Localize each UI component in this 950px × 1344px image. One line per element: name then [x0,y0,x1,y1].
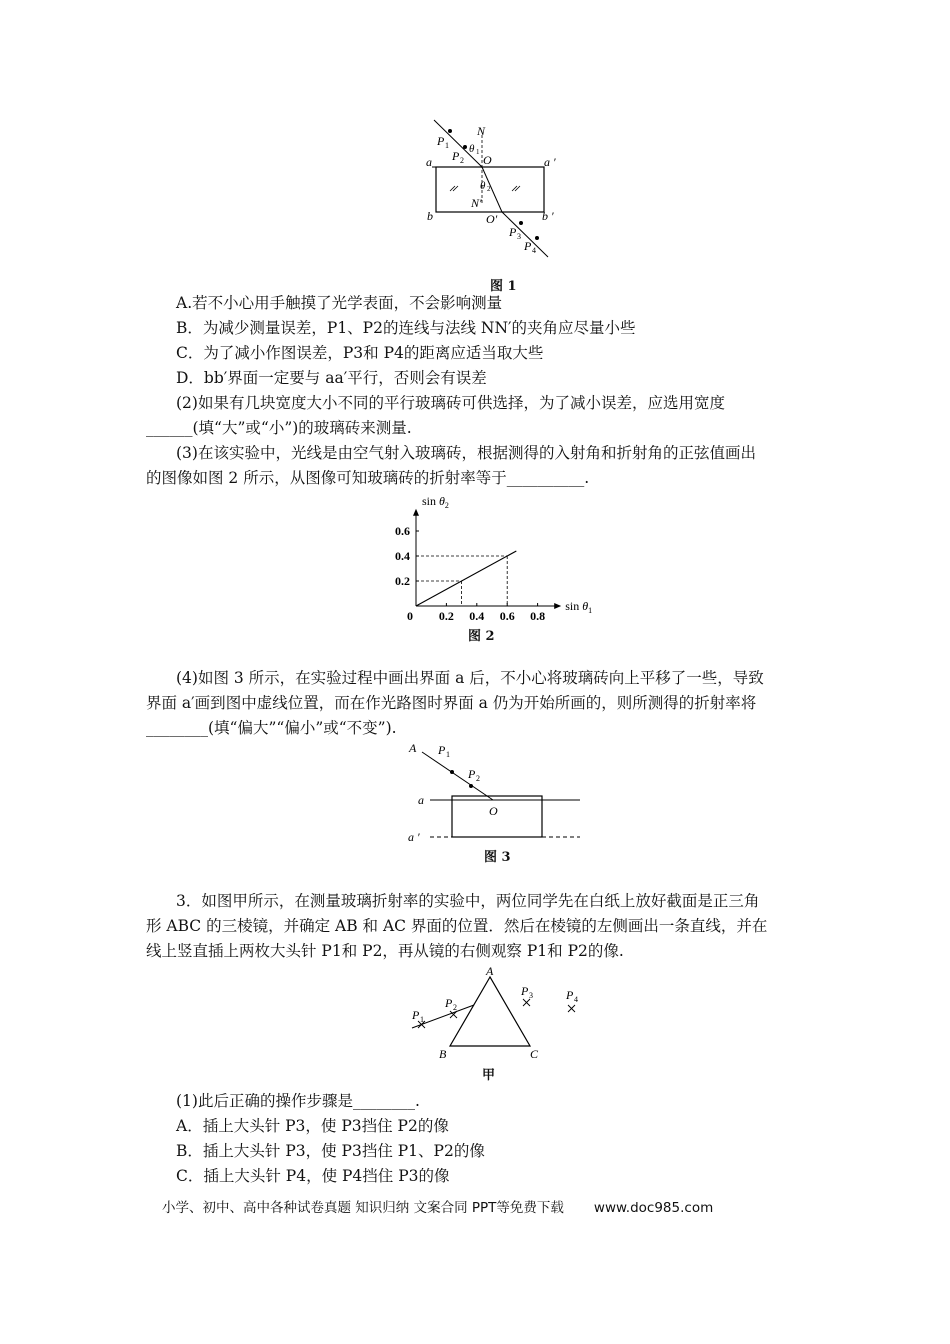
svg-text:C: C [530,1047,539,1061]
footer-url[interactable]: www.doc985.com [593,1200,714,1216]
svg-text:1: 1 [476,148,480,156]
svg-text:N′: N′ [471,196,482,210]
y-axis-arrow [413,509,419,516]
p3-line1: 3．如图甲所示，在测量玻璃折射率的实验中，两位同学先在白纸上放好截面是正三角 [176,892,760,910]
p3-line2: 形 ABC 的三棱镜，并确定 AB 和 AC 界面的位置．然后在棱镜的左侧画出一条直线，并在 [146,917,768,935]
svg-text:O: O [489,804,498,818]
svg-text:P: P [468,767,476,781]
q4-line1: (4)如图 3 所示，在实验过程中画出界面 a 后，不小心将玻璃砖向上平移了一些，导致 [176,669,764,687]
p3-q1-option-b: B．插上大头针 P3，使 P3挡住 P1、P2的像 [176,1142,485,1160]
svg-text:P: P [412,1008,420,1022]
p3-q1-stem: (1)此后正确的操作步骤是________. [176,1092,420,1110]
y-tick-label: 0.6 [395,524,410,538]
svg-text:2: 2 [453,1003,457,1012]
x-tick-label: 0.4 [469,609,485,623]
series-line [416,551,516,606]
q3-line1: (3)在该实验中，光线是由空气射入玻璃砖，根据测得的入射角和折射角的正弦值画出 [176,444,756,462]
x-tick-label: 0.2 [438,609,454,623]
q4-line3: ________(填“偏大”“偏小”或“不变”). [146,719,397,737]
q4-line2: 界面 a′画到图中虚线位置，而在作光路图时界面 a 仍为开始所画的，则所测得的折射率将 [146,694,757,712]
svg-text:A: A [486,965,494,978]
svg-text:P: P [445,996,453,1010]
x-axis-label: $\sin \theta_1$ [565,599,593,615]
figure-1 [420,115,570,275]
q2-line1: (2)如果有几块宽度大小不同的平行玻璃砖可供选择，为了减小误差，应选用宽度 [176,394,725,412]
svg-text:P: P [452,149,460,163]
svg-text:b: b [427,209,433,223]
svg-text:A: A [409,741,417,755]
svg-text:1: 1 [446,750,450,759]
svg-text:3: 3 [529,991,533,1000]
figure-jia [400,965,590,1065]
svg-text:4: 4 [532,246,536,255]
svg-text:O: O [483,153,492,167]
svg-text:P: P [521,984,529,998]
svg-text:N: N [477,124,486,138]
q2-line2: ______(填“大”或“小”)的玻璃砖来测量. [146,419,412,437]
figure-3-caption: 图 3 [484,850,511,865]
svg-text:O′: O′ [486,212,498,226]
svg-text:a: a [426,155,432,169]
option-c: C．为了减小作图误差，P3和 P4的距离应适当取大些 [176,344,544,362]
p3-line3: 线上竖直插上两枚大头针 P1和 P2，再从镜的右侧观察 P1和 P2的像. [146,942,624,960]
triangle-prism [450,977,530,1046]
figure-2-chart [385,492,605,627]
svg-text:B: B [439,1047,447,1061]
svg-text:2: 2 [476,774,480,783]
option-a: A.若不小心用手触摸了光学表面，不会影响测量 [176,294,503,312]
y-tick-label: 0.4 [395,549,410,563]
footer-text: 小学、初中、高中各种试卷真题 知识归纳 文案合同 PPT等免费下载 [162,1200,564,1216]
svg-text:2: 2 [460,156,464,165]
x-axis-arrow [554,603,561,609]
svg-text:θ: θ [480,180,486,192]
figure-jia-caption: 甲 [482,1068,496,1083]
svg-text:a ′: a ′ [544,155,556,169]
y-axis-label: $\sin \theta_2$ [422,494,449,510]
svg-text:θ: θ [469,143,475,155]
figure-3 [400,738,590,848]
p3-q1-option-a: A．插上大头针 P3，使 P3挡住 P2的像 [176,1117,449,1135]
svg-text:2: 2 [487,185,491,193]
svg-text:P: P [524,239,532,253]
svg-text:a: a [418,793,424,807]
figure-1-caption: 图 1 [490,279,517,294]
svg-text:1: 1 [445,141,449,150]
svg-text:P: P [566,988,574,1002]
svg-text:b ′: b ′ [542,209,554,223]
x-tick-label: 0 [407,609,413,623]
svg-text:P: P [509,225,517,239]
svg-text:P: P [438,743,446,757]
footer [162,1196,713,1216]
y-tick-label: 0.2 [395,574,410,588]
option-d: D．bb′界面一定要与 aa′平行，否则会有误差 [176,369,487,387]
figure-2-caption: 图 2 [468,629,495,644]
svg-text:3: 3 [517,232,521,241]
q3-line2: 的图像如图 2 所示，从图像可知玻璃砖的折射率等于__________. [146,469,590,487]
svg-text:P: P [437,134,445,148]
x-tick-label: 0.8 [530,609,546,623]
incident-ray [422,752,493,800]
p3-q1-option-c: C．插上大头针 P4，使 P4挡住 P3的像 [176,1167,450,1185]
x-tick-label: 0.6 [499,609,515,623]
option-b: B．为减少测量误差，P1、P2的连线与法线 NN′的夹角应尽量小些 [176,319,636,337]
svg-text:4: 4 [574,995,578,1004]
svg-text:1: 1 [420,1015,424,1024]
svg-text:a ′: a ′ [408,830,420,844]
